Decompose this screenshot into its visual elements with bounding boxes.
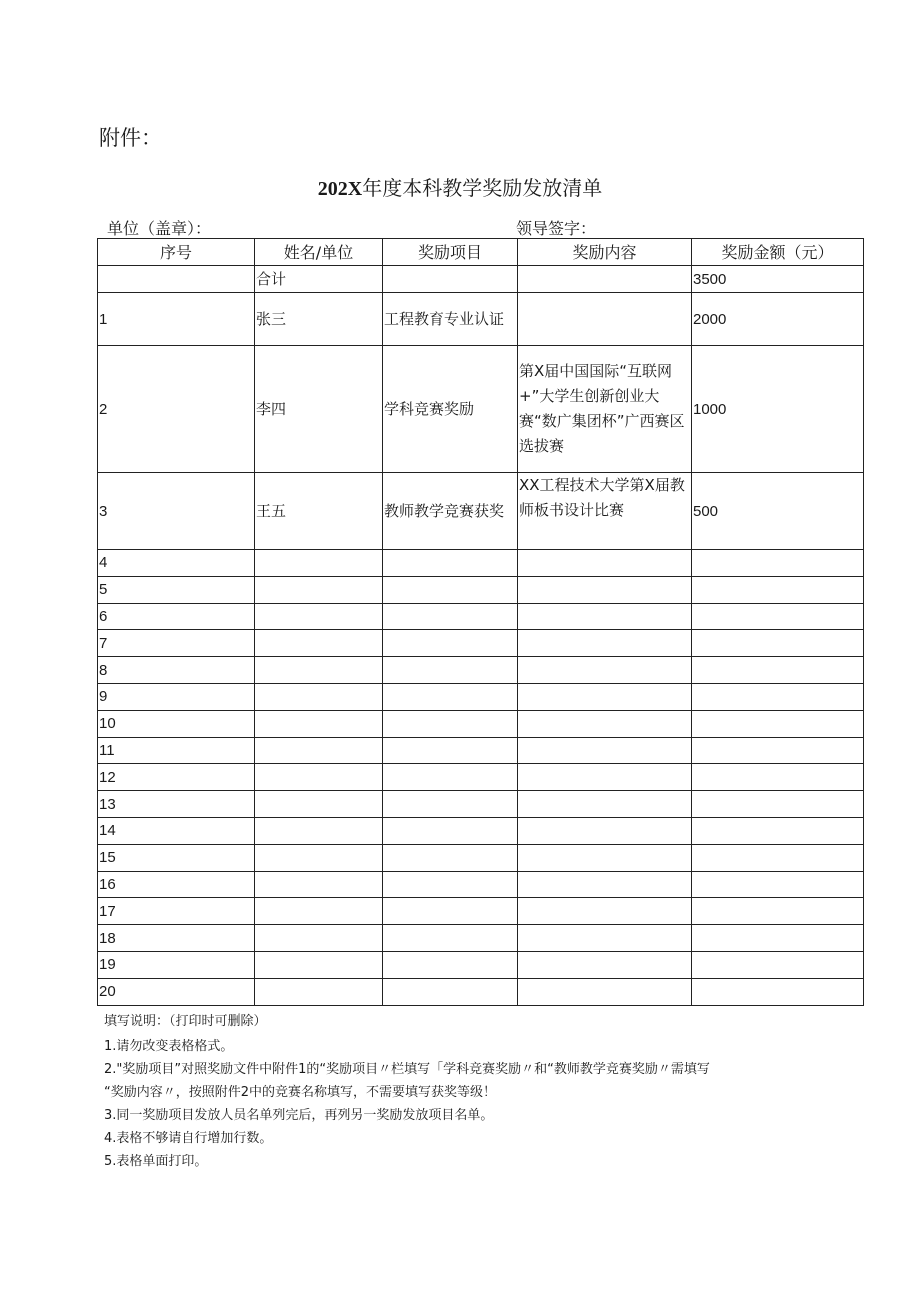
row-project — [383, 898, 518, 925]
row-content — [518, 764, 692, 791]
table-row — [98, 817, 864, 844]
row-project — [383, 657, 518, 684]
row-project — [383, 791, 518, 818]
row-name — [255, 657, 383, 684]
row-project — [383, 764, 518, 791]
row-content: XX工程技术大学第X届教师板书设计比赛 — [518, 473, 692, 550]
row-amount — [692, 576, 864, 603]
row-no: 3 — [98, 473, 255, 550]
note-item: “奖励内容〃，按照附件2中的竞赛名称填写，不需要填写获奖等级！ — [104, 1085, 497, 1100]
table-row — [98, 630, 864, 657]
col-header-name: 姓名/单位 — [255, 239, 383, 266]
page-title — [0, 172, 920, 201]
row-no: 1 — [98, 293, 255, 346]
row-amount — [692, 603, 864, 630]
row-name — [255, 737, 383, 764]
total-row — [98, 266, 864, 293]
table-row — [98, 764, 864, 791]
row-amount — [692, 898, 864, 925]
row-no: 20 — [98, 978, 255, 1005]
table-header-row — [98, 239, 864, 266]
row-project — [383, 683, 518, 710]
total-project — [383, 266, 518, 293]
row-no: 19 — [98, 951, 255, 978]
row-content — [518, 710, 692, 737]
row-content — [518, 657, 692, 684]
row-amount: 2000 — [692, 293, 864, 346]
row-project — [383, 630, 518, 657]
row-content: 第X届中国国际“互联网+”大学生创新创业大赛“数广集团杯”广西赛区选拔赛 — [518, 346, 692, 473]
row-project — [383, 737, 518, 764]
row-no: 2 — [98, 346, 255, 473]
attachment-label: 附件： — [99, 126, 162, 150]
title-year: 202X — [317, 178, 363, 200]
row-amount — [692, 710, 864, 737]
col-header-project: 奖励项目 — [383, 239, 518, 266]
table-row — [98, 576, 864, 603]
row-name — [255, 764, 383, 791]
total-amount: 3500 — [692, 266, 864, 293]
row-amount — [692, 737, 864, 764]
title-text: 年度本科教学奖励发放清单 — [362, 176, 603, 200]
unit-stamp-label: 单位（盖章）： — [107, 219, 212, 238]
row-amount: 1000 — [692, 346, 864, 473]
row-project — [383, 710, 518, 737]
total-no — [98, 266, 255, 293]
row-content — [518, 817, 692, 844]
row-content — [518, 844, 692, 871]
row-amount — [692, 764, 864, 791]
row-no: 5 — [98, 576, 255, 603]
col-header-no: 序号 — [98, 239, 255, 266]
row-project — [383, 550, 518, 577]
row-name — [255, 603, 383, 630]
leader-signature-label: 领导签字： — [516, 219, 597, 238]
table-row — [98, 603, 864, 630]
row-amount — [692, 817, 864, 844]
note-item: 3.同一奖励项目发放人员名单列完后，再列另一奖励发放项目名单。 — [104, 1108, 494, 1123]
col-header-amount: 奖励金额（元） — [692, 239, 864, 266]
row-project — [383, 576, 518, 603]
row-no: 6 — [98, 603, 255, 630]
table-row — [98, 657, 864, 684]
row-no: 11 — [98, 737, 255, 764]
row-name — [255, 898, 383, 925]
row-amount — [692, 657, 864, 684]
row-name — [255, 683, 383, 710]
row-project — [383, 978, 518, 1005]
row-content — [518, 898, 692, 925]
row-amount: 500 — [692, 473, 864, 550]
row-no: 14 — [98, 817, 255, 844]
row-project — [383, 817, 518, 844]
reward-table — [97, 238, 864, 1006]
row-content — [518, 951, 692, 978]
table-row — [98, 683, 864, 710]
row-content — [518, 293, 692, 346]
row-amount — [692, 925, 864, 952]
row-content — [518, 576, 692, 603]
row-project — [383, 951, 518, 978]
table-row — [98, 737, 864, 764]
row-project — [383, 844, 518, 871]
row-name — [255, 844, 383, 871]
table-row — [98, 951, 864, 978]
row-no: 9 — [98, 683, 255, 710]
total-content — [518, 266, 692, 293]
fill-instructions — [104, 1010, 710, 1173]
row-name — [255, 710, 383, 737]
note-item: 1.请勿改变表格格式。 — [104, 1039, 234, 1054]
row-project: 教师教学竞赛获奖 — [383, 473, 518, 550]
row-name: 王五 — [255, 473, 383, 550]
row-content — [518, 550, 692, 577]
row-amount — [692, 951, 864, 978]
row-name — [255, 951, 383, 978]
row-name — [255, 576, 383, 603]
row-no: 18 — [98, 925, 255, 952]
table-row — [98, 925, 864, 952]
row-content — [518, 791, 692, 818]
row-no: 17 — [98, 898, 255, 925]
row-project: 工程教育专业认证 — [383, 293, 518, 346]
table-row — [98, 473, 864, 550]
col-header-content: 奖励内容 — [518, 239, 692, 266]
table-row — [98, 710, 864, 737]
row-name — [255, 871, 383, 898]
row-name — [255, 817, 383, 844]
row-amount — [692, 630, 864, 657]
table-row — [98, 898, 864, 925]
row-name — [255, 978, 383, 1005]
table-row — [98, 978, 864, 1005]
row-no: 12 — [98, 764, 255, 791]
row-no: 15 — [98, 844, 255, 871]
note-item: 4.表格不够请自行增加行数。 — [104, 1131, 273, 1146]
row-amount — [692, 978, 864, 1005]
row-amount — [692, 550, 864, 577]
row-name — [255, 925, 383, 952]
table-row — [98, 293, 864, 346]
total-label: 合计 — [255, 266, 383, 293]
row-name: 张三 — [255, 293, 383, 346]
row-project — [383, 871, 518, 898]
table-row — [98, 871, 864, 898]
row-amount — [692, 871, 864, 898]
row-name — [255, 791, 383, 818]
row-content — [518, 603, 692, 630]
row-content — [518, 630, 692, 657]
notes-heading: 填写说明：（打印时可删除） — [104, 1014, 267, 1029]
table-row — [98, 844, 864, 871]
row-no: 13 — [98, 791, 255, 818]
row-no: 8 — [98, 657, 255, 684]
row-content — [518, 871, 692, 898]
row-content — [518, 925, 692, 952]
row-no: 4 — [98, 550, 255, 577]
table-row — [98, 346, 864, 473]
row-project — [383, 603, 518, 630]
row-name — [255, 630, 383, 657]
row-no: 7 — [98, 630, 255, 657]
row-no: 16 — [98, 871, 255, 898]
row-content — [518, 683, 692, 710]
row-amount — [692, 844, 864, 871]
row-project — [383, 925, 518, 952]
row-content — [518, 978, 692, 1005]
row-no: 10 — [98, 710, 255, 737]
row-content — [518, 737, 692, 764]
row-name: 李四 — [255, 346, 383, 473]
row-amount — [692, 683, 864, 710]
table-row — [98, 791, 864, 818]
row-name — [255, 550, 383, 577]
note-item: 5.表格单面打印。 — [104, 1154, 208, 1169]
row-project: 学科竞赛奖励 — [383, 346, 518, 473]
row-amount — [692, 791, 864, 818]
table-row — [98, 550, 864, 577]
note-item: 2."奖励项目”对照奖励文件中附件1的“奖励项目〃栏填写「学科竞赛奖励〃和“教师教学竞赛奖励〃需填写 — [104, 1062, 710, 1077]
reward-table-body — [98, 239, 864, 1006]
